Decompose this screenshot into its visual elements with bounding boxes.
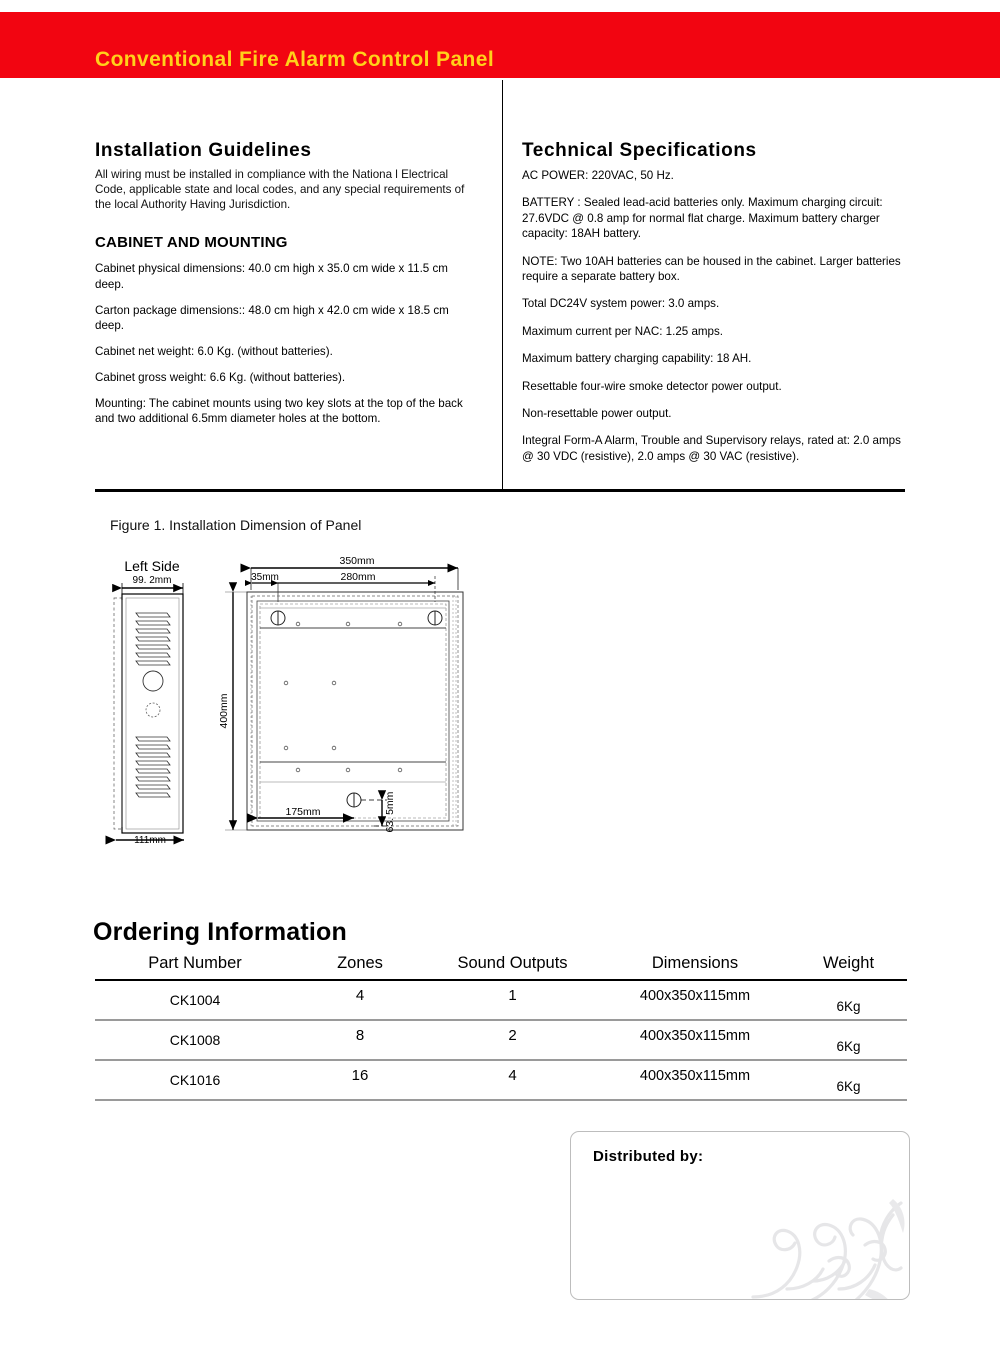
- table-row: [95, 980, 907, 1020]
- cell-dimensions: 400x350x115mm: [639, 988, 751, 1004]
- header-banner: [0, 12, 1000, 78]
- installation-guidelines-intro: All wiring must be installed in compliance with the Nationa l Electrical Code, applicable state and local codes, and any special requirements of the local Authority Having Jurisdiction.: [95, 168, 465, 211]
- cell-zones: 16: [351, 1067, 369, 1084]
- cell-sound-outputs: 4: [508, 1067, 517, 1084]
- list-item: Maximum battery charging capability: 18 AH.: [522, 352, 752, 366]
- list-item: Cabinet gross weight: 6.6 Kg. (without batteries).: [95, 370, 346, 384]
- page-title: Conventional Fire Alarm Control Panel: [95, 48, 495, 71]
- distributed-by-label: Distributed by:: [593, 1148, 704, 1165]
- distributed-by-box: [570, 1131, 910, 1300]
- ordering-information-table: [95, 952, 907, 1101]
- cell-weight: 6Kg: [836, 1039, 861, 1054]
- front-inner-width-label: 280mm: [340, 571, 376, 583]
- cabinet-and-mounting-heading: CABINET AND MOUNTING: [95, 234, 288, 252]
- column-header-zones: Zones: [337, 954, 383, 972]
- cell-dimensions: 400x350x115mm: [639, 1028, 751, 1044]
- cell-sound-outputs: 2: [508, 1027, 517, 1044]
- list-item: BATTERY : Sealed lead-acid batteries only. Maximum charging circuit: 27.6VDC @ 0.8 amp for normal flat charge. Maximum battery charger capacity: 18AH battery.: [522, 196, 883, 241]
- side-view-label: Left Side: [124, 558, 180, 574]
- floral-ornament-icon: [743, 1185, 910, 1300]
- cell-zones: 8: [355, 1027, 365, 1044]
- bottom-hole-y-label: 63. 5mm: [384, 791, 396, 833]
- side-width-top-label: 99. 2mm: [132, 575, 172, 586]
- list-item: Carton package dimensions:: 48.0 cm high x 42.0 cm wide x 18.5 cm deep.: [95, 303, 449, 332]
- list-item: Cabinet physical dimensions: 40.0 cm high x 35.0 cm wide x 11.5 cm deep.: [95, 262, 448, 291]
- installation-dimension-drawing: [95, 550, 515, 860]
- list-item: Total DC24V system power: 3.0 amps.: [522, 297, 720, 311]
- table-row: [95, 1020, 907, 1060]
- column-header-dimensions: Dimensions: [651, 954, 739, 972]
- cell-weight: 6Kg: [836, 1079, 861, 1094]
- column-header-weight: Weight: [822, 954, 875, 972]
- list-item: Integral Form-A Alarm, Trouble and Supervisory relays, rated at: 2.0 amps @ 30 VDC (resistive), 2.0 amps @ 30 VAC (resistive).: [522, 434, 901, 463]
- cabinet-specs-list: [95, 261, 475, 426]
- table-header-row: [95, 952, 907, 980]
- figure-caption: Figure 1. Installation Dimension of Panel: [110, 517, 362, 533]
- list-item: Maximum current per NAC: 1.25 amps.: [522, 324, 724, 338]
- cell-part-number: CK1008: [169, 1032, 221, 1048]
- list-item: Cabinet net weight: 6.0 Kg. (without batteries).: [95, 344, 333, 358]
- cell-part-number: CK1004: [169, 992, 221, 1008]
- front-height-label: 400mm: [218, 693, 230, 729]
- list-item: NOTE: Two 10AH batteries can be housed in the cabinet. Larger batteries require a separate battery box.: [522, 254, 901, 284]
- technical-specifications-section: [522, 140, 912, 476]
- ordering-information-title: Ordering Information: [93, 918, 347, 946]
- panel-dimension-svg: [95, 550, 515, 860]
- section-divider-rule: [95, 489, 905, 492]
- technical-specifications-heading: Technical Specifications: [522, 140, 757, 161]
- cell-dimensions: 400x350x115mm: [639, 1068, 751, 1084]
- table-row: [95, 1060, 907, 1100]
- list-item: Resettable four-wire smoke detector power output.: [522, 379, 782, 393]
- column-header-part-number: Part Number: [148, 954, 242, 972]
- installation-guidelines-section: [95, 140, 475, 437]
- list-item: Non-resettable power output.: [522, 407, 672, 421]
- cell-part-number: CK1016: [169, 1072, 221, 1088]
- list-item: AC POWER: 220VAC, 50 Hz.: [522, 169, 674, 182]
- bottom-hole-x-label: 175mm: [285, 806, 321, 818]
- cell-sound-outputs: 1: [508, 987, 517, 1004]
- column-divider: [502, 80, 503, 490]
- cell-weight: 6Kg: [836, 999, 861, 1014]
- list-item: Mounting: The cabinet mounts using two key slots at the top of the back and two additional 6.5mm diameter holes at the bottom.: [95, 396, 463, 425]
- side-width-bottom-label: 111mm: [134, 835, 166, 846]
- installation-guidelines-heading: Installation Guidelines: [95, 140, 312, 161]
- column-header-sound-outputs: Sound Outputs: [457, 954, 568, 972]
- front-total-width-label: 350mm: [339, 555, 375, 567]
- cell-zones: 4: [355, 987, 365, 1004]
- technical-specs-list: [522, 168, 912, 464]
- front-offset-label: 35mm: [251, 572, 279, 583]
